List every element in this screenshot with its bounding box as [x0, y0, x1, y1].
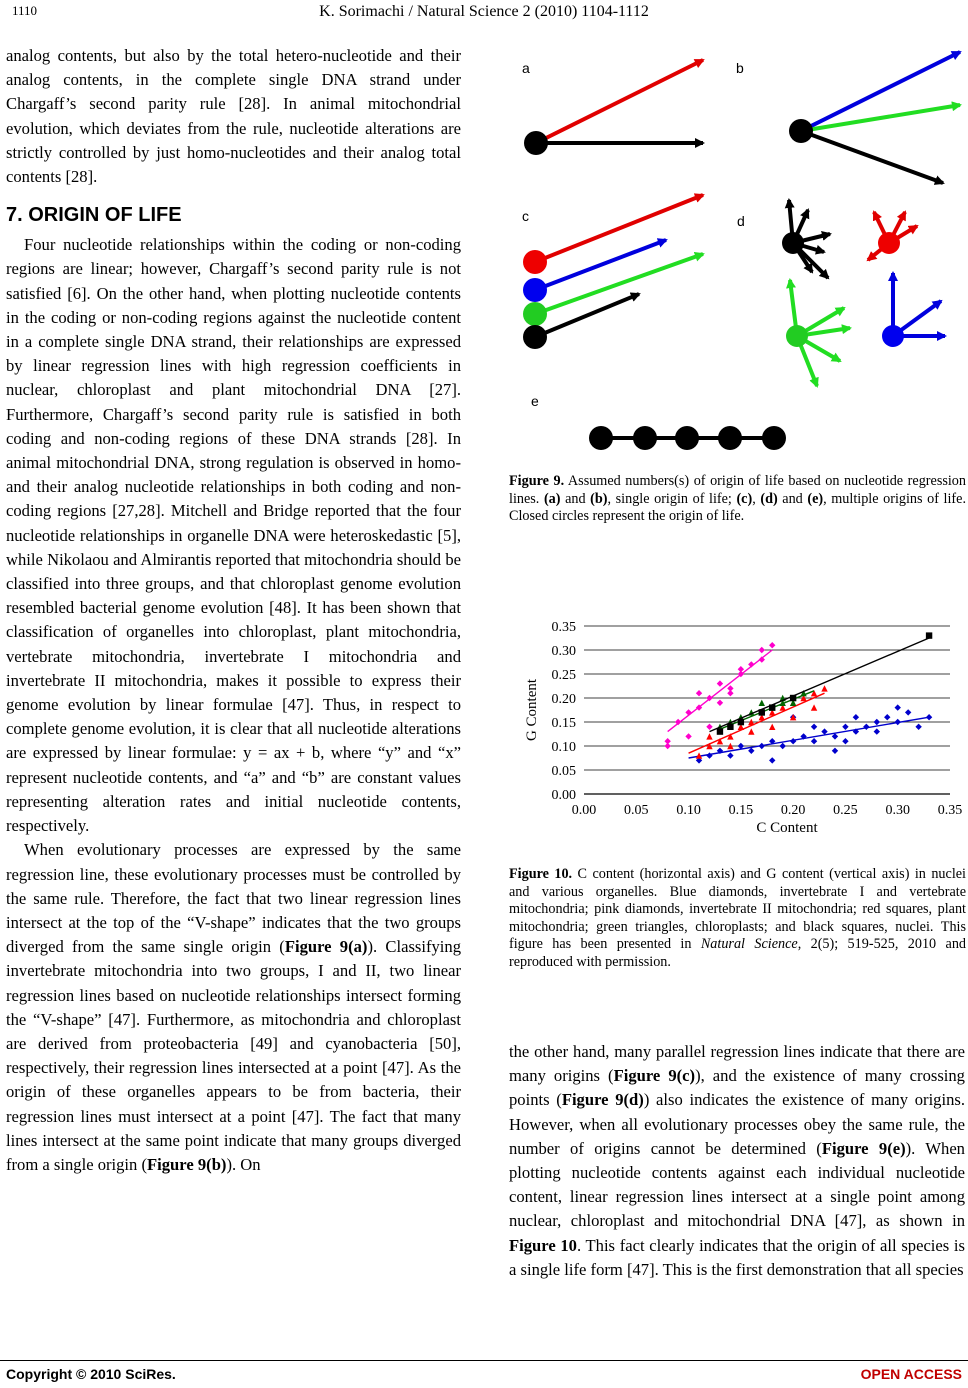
panel-b [789, 52, 960, 183]
panel-label-d: d [737, 213, 745, 229]
data-point [675, 719, 681, 725]
data-point [926, 714, 932, 720]
running-header: K. Sorimachi / Natural Science 2 (2010) 1104-1112 [319, 3, 649, 20]
footer-open-access: OPEN ACCESS [860, 1366, 962, 1382]
data-point [717, 700, 723, 706]
left-column [6, 44, 461, 1177]
data-point [769, 724, 775, 730]
data-point [926, 632, 932, 638]
paragraph-origin-2: When evolutionary processes are expressed by the same regression line, these evolutionary processes must be controlled by the same rule. Therefore, the fact that two linear regression lines intersect at the top of the “V-shape” indicates that the two groups diverged from the same single origin (Figure 9(a)). Classifying invertebrate mitochondria into two groups, I and II, two linear regression lines based on nucleotide relationships intersect forming the “V-shape” [47]. Furthermore, as mitochondria and chloroplast are derived from proteobacteria [49] and cyanobacteria [50], respectively, their regression lines intersected at a point [47]. As the origin of these organelles appears to be from bacteria, their regression lines must intersect at a point [47]. The fact that many lines intersect at the same point indicate that many groups diverged from a single origin (Figure 9(b)). On [6, 840, 461, 1174]
data-point [717, 728, 723, 734]
data-point [769, 642, 775, 648]
figure-10-chart [510, 608, 968, 856]
right-column-text [509, 1040, 965, 1282]
paragraph-right: the other hand, many parallel regression lines indicate that there are many origins (Figure 9(c)), and the existence of many crossing points (Figure 9(d)) also indicates the existence of many origins. However, when all evolutionary processes obey the same rule, the number of origins cannot be determined (Figure 9(e)). When plotting nucleotide contents against each individual nucleotide content, linear regression lines intersect at a single point among nuclear, chloroplast and mitochondrial DNA [47], as shown in Figure 10. This fact clearly indicates that the origin of all species is a single life form [47]. This is the first demonstration that all species [509, 1042, 965, 1279]
data-point [748, 728, 754, 734]
figure-ref: Figure 9(b) [147, 1154, 227, 1174]
data-point [811, 724, 817, 730]
panel-label-c: c [522, 208, 529, 224]
panel-label-b: b [736, 60, 744, 76]
regression-line [668, 650, 773, 732]
data-point [706, 724, 712, 730]
section-heading: 7. ORIGIN OF LIFE [6, 204, 182, 227]
data-point [821, 685, 827, 691]
data-point [842, 724, 848, 730]
figure-ref: Figure 10 [509, 1235, 577, 1255]
data-point [811, 704, 817, 710]
footer-rule [0, 1360, 968, 1361]
figure-ref: Figure 9(e) [821, 1138, 906, 1158]
data-point [685, 733, 691, 739]
panel-c [523, 195, 703, 349]
data-point [779, 743, 785, 749]
y-tick-label: 0.20 [551, 692, 576, 707]
data-point [842, 738, 848, 744]
data-point [790, 738, 796, 744]
y-axis-label: G Content [524, 678, 540, 742]
x-tick-label: 0.05 [624, 803, 649, 818]
x-tick-label: 0.30 [885, 803, 910, 818]
data-point [685, 709, 691, 715]
x-tick-label: 0.00 [571, 803, 597, 818]
data-point [895, 704, 901, 710]
data-point [895, 719, 901, 725]
data-point [863, 724, 869, 730]
panel-e [589, 426, 786, 450]
data-point [759, 743, 765, 749]
data-point [738, 719, 744, 725]
paragraph-origin-1: Four nucleotide relationships within the coding or non-coding regions are linear; however, Chargaff’s second parity rule is not satisfied [6]. On the other hand, when plotting nucleotide contents in the coding or non-coding regions against the nucleotide content in a complete single DNA strand, their relationships are expressed by linear regression lines with high regression coefficients in nuclear, chloroplast and plant mitochondrial DNA [27]. Furthermore, Chargaff’s second parity rule is satisfied in both coding and non-coding regions of these DNA strands [28]. In animal mitochondrial DNA, strong regulation is observed in homo- and their analog nucleotide relationships in both coding and non-coding regions [27,28]. Mitchell and Bridge reported that the four nucleotide relationships in organelle DNA were heteroskedastic [5], while Nikolaou and Almirantis reported that mitochondria should be classified into three groups, and that chloroplast genome evolution resembled bacterial genome evolution [48]. It has been shown that classification of organelles into chloroplast, plant mitochondria, vertebrate mitochondria, invertebrate I mitochondria and invertebrate II mitochondria, makes it possible to express their genome evolution by linear formulae [47]. Thus, in respect to complete genome evolution, it is clear that all nucleotide alterations are expressed by linear formulae: y = ax + b, where “y” and “x” represent nucleotide contents, and “a” and “b” are constant values representing alteration rates and initial nucleotide contents, respectively. [6, 235, 461, 836]
data-point [811, 738, 817, 744]
data-point [748, 748, 754, 754]
data-point [821, 728, 827, 734]
data-point [874, 719, 880, 725]
x-tick-label: 0.20 [780, 803, 806, 818]
y-tick-label: 0.10 [551, 740, 576, 755]
y-tick-label: 0.25 [551, 668, 576, 683]
figure-ref: Figure 9(d) [561, 1090, 644, 1110]
x-tick-label: 0.10 [676, 803, 701, 818]
data-point [832, 748, 838, 754]
y-tick-label: 0.05 [551, 764, 576, 779]
panel-d-black [782, 200, 830, 278]
data-point [915, 724, 921, 730]
data-point [727, 724, 733, 730]
panel-a [524, 60, 703, 155]
footer-copyright: Copyright © 2010 SciRes. [6, 1366, 176, 1382]
paragraph-continued: analog contents, but also by the total hetero-nucleotide and their analog contents, in the complete single DNA strand under Chargaff’s second parity rule [28]. In animal mitochondrial evolution, which deviates from the rule, nucleotide alterations are strictly controlled by just homo-nucleotides and their analog total contents [28]. [6, 46, 461, 187]
data-point [717, 680, 723, 686]
panel-label-a: a [522, 60, 530, 76]
figure-10-caption: Figure 10. C content (horizontal axis) and G content (vertical axis) in nuclei and various organelles. Blue diamonds, invertebrate I and vertebrate mitochondria; pink diamonds, invertebrate II mitochondria; red squares, plant mitochondria; green triangles, chloroplasts; and black squares, nuclei. This figure has been presented in Natural Science, 2(5); 519-525, 2010 and reproduced with permission. [509, 866, 967, 970]
panel-d-blue [882, 273, 945, 347]
regression-line [720, 691, 814, 729]
figure-ref: Figure 9(c) [613, 1066, 696, 1086]
x-tick-label: 0.15 [728, 803, 754, 818]
data-point [853, 714, 859, 720]
data-point [759, 709, 765, 715]
data-point [769, 757, 775, 763]
regression-line [709, 638, 929, 732]
x-tick-label: 0.35 [937, 803, 963, 818]
data-point [706, 733, 712, 739]
data-point [727, 752, 733, 758]
data-point [759, 647, 765, 653]
panel-d-green [786, 280, 850, 386]
data-point [748, 661, 754, 667]
data-point [769, 704, 775, 710]
page-number: 1110 [12, 3, 38, 18]
data-point [696, 690, 702, 696]
panel-label-e: e [531, 393, 539, 409]
y-tick-label: 0.35 [551, 620, 576, 635]
y-tick-label: 0.00 [551, 788, 576, 803]
data-point [727, 685, 733, 691]
data-point [706, 752, 712, 758]
data-point [664, 743, 670, 749]
data-point [905, 709, 911, 715]
data-point [790, 695, 796, 701]
y-tick-label: 0.15 [551, 716, 576, 731]
x-tick-label: 0.25 [833, 803, 858, 818]
x-axis-label: C Content [756, 820, 818, 836]
data-point [884, 714, 890, 720]
data-point [874, 728, 880, 734]
figure-ref: Figure 9(a) [284, 937, 368, 957]
data-point [759, 656, 765, 662]
figure-9-diagram [500, 40, 968, 470]
data-point [759, 700, 765, 706]
panel-d-red [868, 212, 917, 260]
figure-9-caption: Figure 9. Assumed numbers(s) of origin of life based on nucleotide regression lines. (a) and (b), single origin of life; (c), (d) and (e), multiple origins of life. Closed circles represent the origin of life. [509, 473, 966, 525]
y-tick-label: 0.30 [551, 644, 576, 659]
